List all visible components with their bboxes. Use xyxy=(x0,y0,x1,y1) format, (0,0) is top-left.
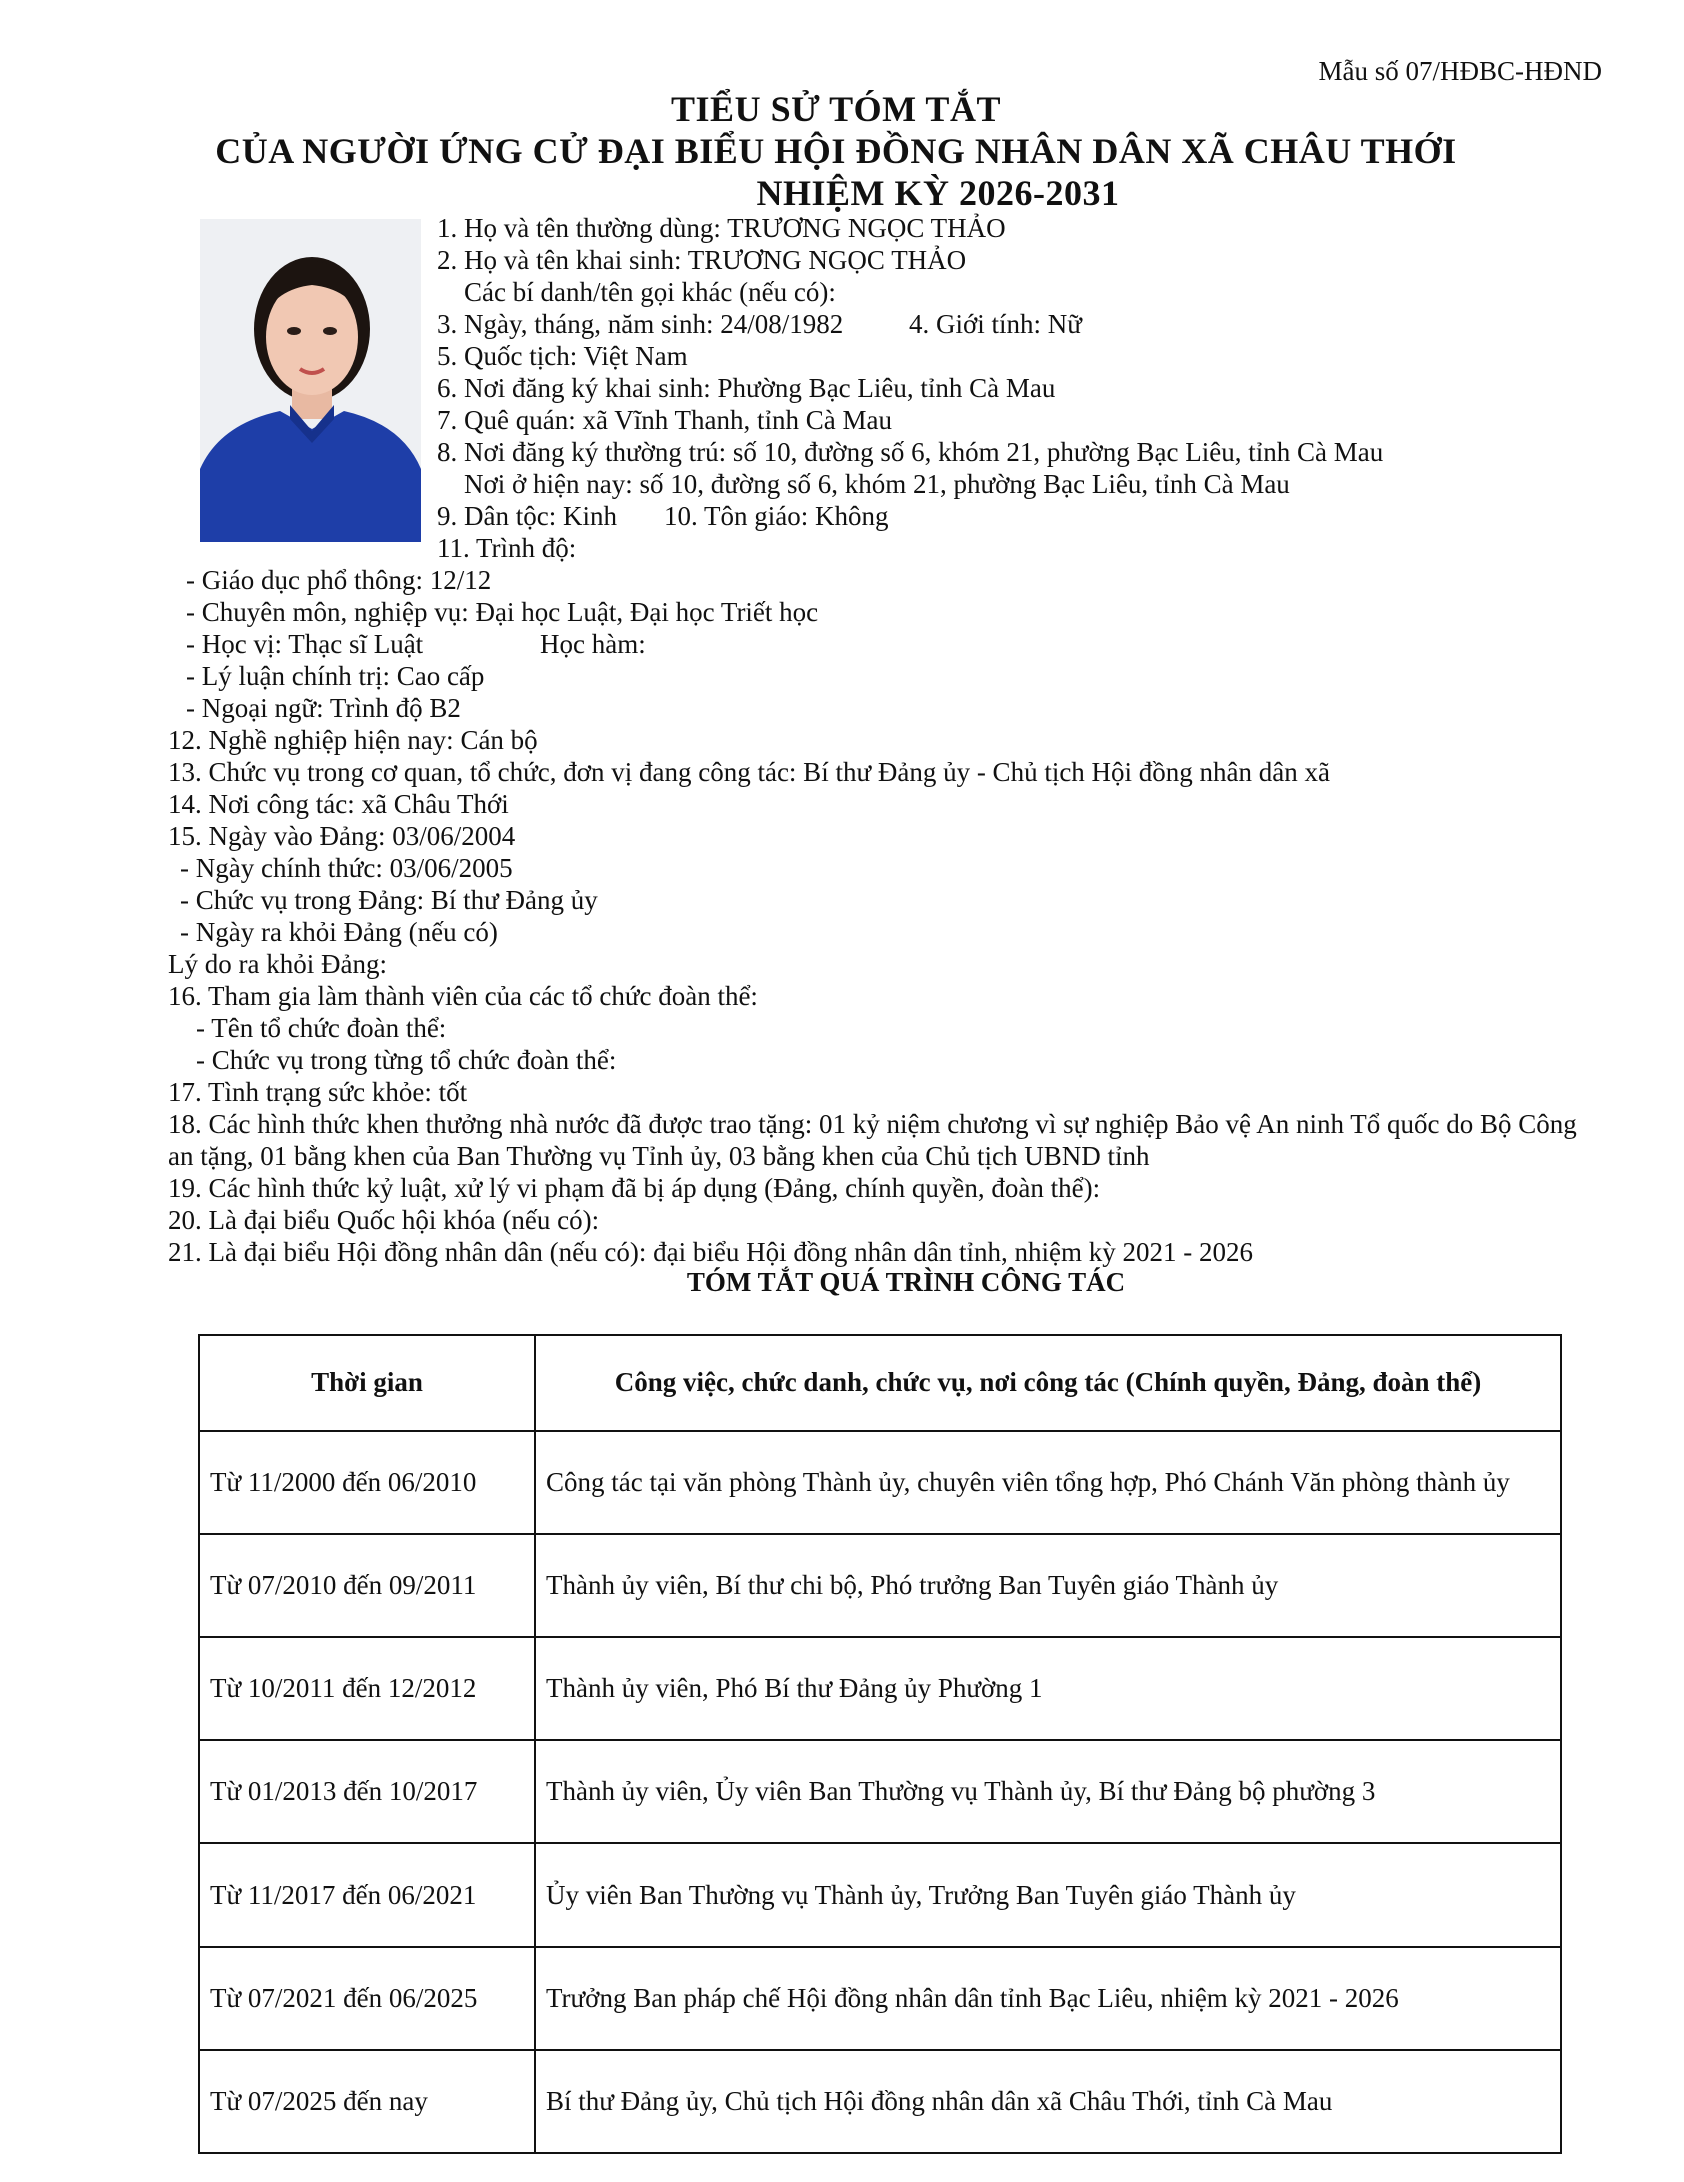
field-workplace: 14. Nơi công tác: xã Châu Thới xyxy=(168,789,509,819)
field-specialization: - Chuyên môn, nghiệp vụ: Đại học Luật, Đại học Triết học xyxy=(186,597,819,627)
table-row xyxy=(199,1740,1561,1843)
row-description: Ủy viên Ban Thường vụ Thành ủy, Trưởng Ban Tuyên giáo Thành ủy xyxy=(535,1843,1561,1946)
field-birth-registration: 6. Nơi đăng ký khai sinh: Phường Bạc Liêu, tỉnh Cà Mau xyxy=(437,373,1056,403)
header-description: Công việc, chức danh, chức vụ, nơi công tác (Chính quyền, Đảng, đoàn thể) xyxy=(535,1335,1561,1431)
table-row xyxy=(199,2050,1561,2153)
field-party-leave-date: - Ngày ra khỏi Đảng (nếu có) xyxy=(180,917,498,947)
field-organization-position: - Chức vụ trong từng tổ chức đoàn thể: xyxy=(196,1045,617,1075)
row-description: Bí thư Đảng ủy, Chủ tịch Hội đồng nhân dân xã Châu Thới, tỉnh Cà Mau xyxy=(535,2050,1561,2153)
field-general-education: - Giáo dục phổ thông: 12/12 xyxy=(186,565,492,595)
row-description: Thành ủy viên, Ủy viên Ban Thường vụ Thành ủy, Bí thư Đảng bộ phường 3 xyxy=(535,1740,1561,1843)
row-period: Từ 01/2013 đến 10/2017 xyxy=(199,1740,535,1843)
work-history-title: TÓM TẮT QUÁ TRÌNH CÔNG TÁC xyxy=(686,1267,1126,1297)
document-subtitle: CỦA NGƯỜI ỨNG CỬ ĐẠI BIỂU HỘI ĐỒNG NHÂN DÂN XÃ CHÂU THỚI xyxy=(215,131,1457,171)
table-row xyxy=(199,1431,1561,1534)
table-row xyxy=(199,1637,1561,1740)
field-party-position: - Chức vụ trong Đảng: Bí thư Đảng ủy xyxy=(180,885,598,915)
field-peoples-council: 21. Là đại biểu Hội đồng nhân dân (nếu có): đại biểu Hội đồng nhân dân tỉnh, nhiệm kỳ 2021 - 2026 xyxy=(168,1237,1254,1267)
row-period: Từ 11/2017 đến 06/2021 xyxy=(199,1843,535,1946)
field-degree: - Học vị: Thạc sĩ Luật xyxy=(186,629,424,659)
field-religion: 10. Tôn giáo: Không xyxy=(664,501,889,531)
table-row xyxy=(199,1947,1561,2050)
document-term: NHIỆM KỲ 2026-2031 xyxy=(756,173,1120,213)
field-organization-name: - Tên tổ chức đoàn thể: xyxy=(196,1013,447,1043)
field-political-theory: - Lý luận chính trị: Cao cấp xyxy=(186,661,485,691)
field-ethnicity: 9. Dân tộc: Kinh xyxy=(437,501,617,531)
field-awards-line2: an tặng, 01 bằng khen của Ban Thường vụ Tỉnh ủy, 03 bằng khen của Chủ tịch UBND tỉnh xyxy=(168,1141,1150,1171)
row-period: Từ 07/2010 đến 09/2011 xyxy=(199,1534,535,1637)
row-period: Từ 07/2025 đến nay xyxy=(199,2050,535,2153)
row-description: Thành ủy viên, Bí thư chi bộ, Phó trưởng Ban Tuyên giáo Thành ủy xyxy=(535,1534,1561,1637)
row-period: Từ 10/2011 đến 12/2012 xyxy=(199,1637,535,1740)
field-awards-line1: 18. Các hình thức khen thưởng nhà nước đã được trao tặng: 01 kỷ niệm chương vì sự nghiệp Bảo vệ An ninh Tổ quốc do Bộ Công xyxy=(168,1109,1577,1139)
table-row xyxy=(199,1534,1561,1637)
field-hometown: 7. Quê quán: xã Vĩnh Thanh, tỉnh Cà Mau xyxy=(437,405,892,435)
field-position: 13. Chức vụ trong cơ quan, tổ chức, đơn vị đang công tác: Bí thư Đảng ủy - Chủ tịch Hội đồng nhân dân xã xyxy=(168,757,1331,787)
row-description: Thành ủy viên, Phó Bí thư Đảng ủy Phường 1 xyxy=(535,1637,1561,1740)
field-gender: 4. Giới tính: Nữ xyxy=(909,309,1082,339)
field-nationality: 5. Quốc tịch: Việt Nam xyxy=(437,341,688,371)
field-party-official-date: - Ngày chính thức: 03/06/2005 xyxy=(180,853,513,883)
work-history-table xyxy=(198,1334,1562,2154)
field-health-status: 17. Tình trạng sức khỏe: tốt xyxy=(168,1077,468,1107)
field-common-name: 1. Họ và tên thường dùng: TRƯƠNG NGỌC THẢO xyxy=(437,213,1006,243)
portrait-image xyxy=(200,219,421,542)
field-mass-organizations: 16. Tham gia làm thành viên của các tổ chức đoàn thể: xyxy=(168,981,758,1011)
field-national-assembly: 20. Là đại biểu Quốc hội khóa (nếu có): xyxy=(168,1205,600,1235)
field-permanent-residence: 8. Nơi đăng ký thường trú: số 10, đường số 6, khóm 21, phường Bạc Liêu, tỉnh Cà Mau xyxy=(437,437,1384,467)
field-academic-title: Học hàm: xyxy=(540,629,646,659)
document-title: TIỂU SỬ TÓM TẮT xyxy=(671,89,1001,129)
field-party-leave-reason: Lý do ra khỏi Đảng: xyxy=(168,949,387,979)
row-description: Công tác tại văn phòng Thành ủy, chuyên viên tổng hợp, Phó Chánh Văn phòng thành ủy xyxy=(535,1431,1561,1534)
field-date-of-birth: 3. Ngày, tháng, năm sinh: 24/08/1982 xyxy=(437,309,844,339)
row-description: Trưởng Ban pháp chế Hội đồng nhân dân tỉnh Bạc Liêu, nhiệm kỳ 2021 - 2026 xyxy=(535,1947,1561,2050)
field-occupation: 12. Nghề nghiệp hiện nay: Cán bộ xyxy=(168,725,538,755)
field-birth-name: 2. Họ và tên khai sinh: TRƯƠNG NGỌC THẢO xyxy=(437,245,967,275)
field-foreign-language: - Ngoại ngữ: Trình độ B2 xyxy=(186,693,461,723)
field-disciplinary: 19. Các hình thức kỷ luật, xử lý vi phạm đã bị áp dụng (Đảng, chính quyền, đoàn thể): xyxy=(168,1173,1101,1203)
header-period: Thời gian xyxy=(199,1335,535,1431)
field-education-level: 11. Trình độ: xyxy=(437,533,577,563)
row-period: Từ 07/2021 đến 06/2025 xyxy=(199,1947,535,2050)
field-aliases: Các bí danh/tên gọi khác (nếu có): xyxy=(464,277,836,307)
table-header-row xyxy=(199,1335,1561,1431)
table-row xyxy=(199,1843,1561,1946)
field-party-join-date: 15. Ngày vào Đảng: 03/06/2004 xyxy=(168,821,516,851)
field-current-residence: Nơi ở hiện nay: số 10, đường số 6, khóm 21, phường Bạc Liêu, tỉnh Cà Mau xyxy=(464,469,1290,499)
form-code: Mẫu số 07/HĐBC-HĐND xyxy=(1318,56,1602,86)
candidate-photo xyxy=(200,219,421,542)
row-period: Từ 11/2000 đến 06/2010 xyxy=(199,1431,535,1534)
